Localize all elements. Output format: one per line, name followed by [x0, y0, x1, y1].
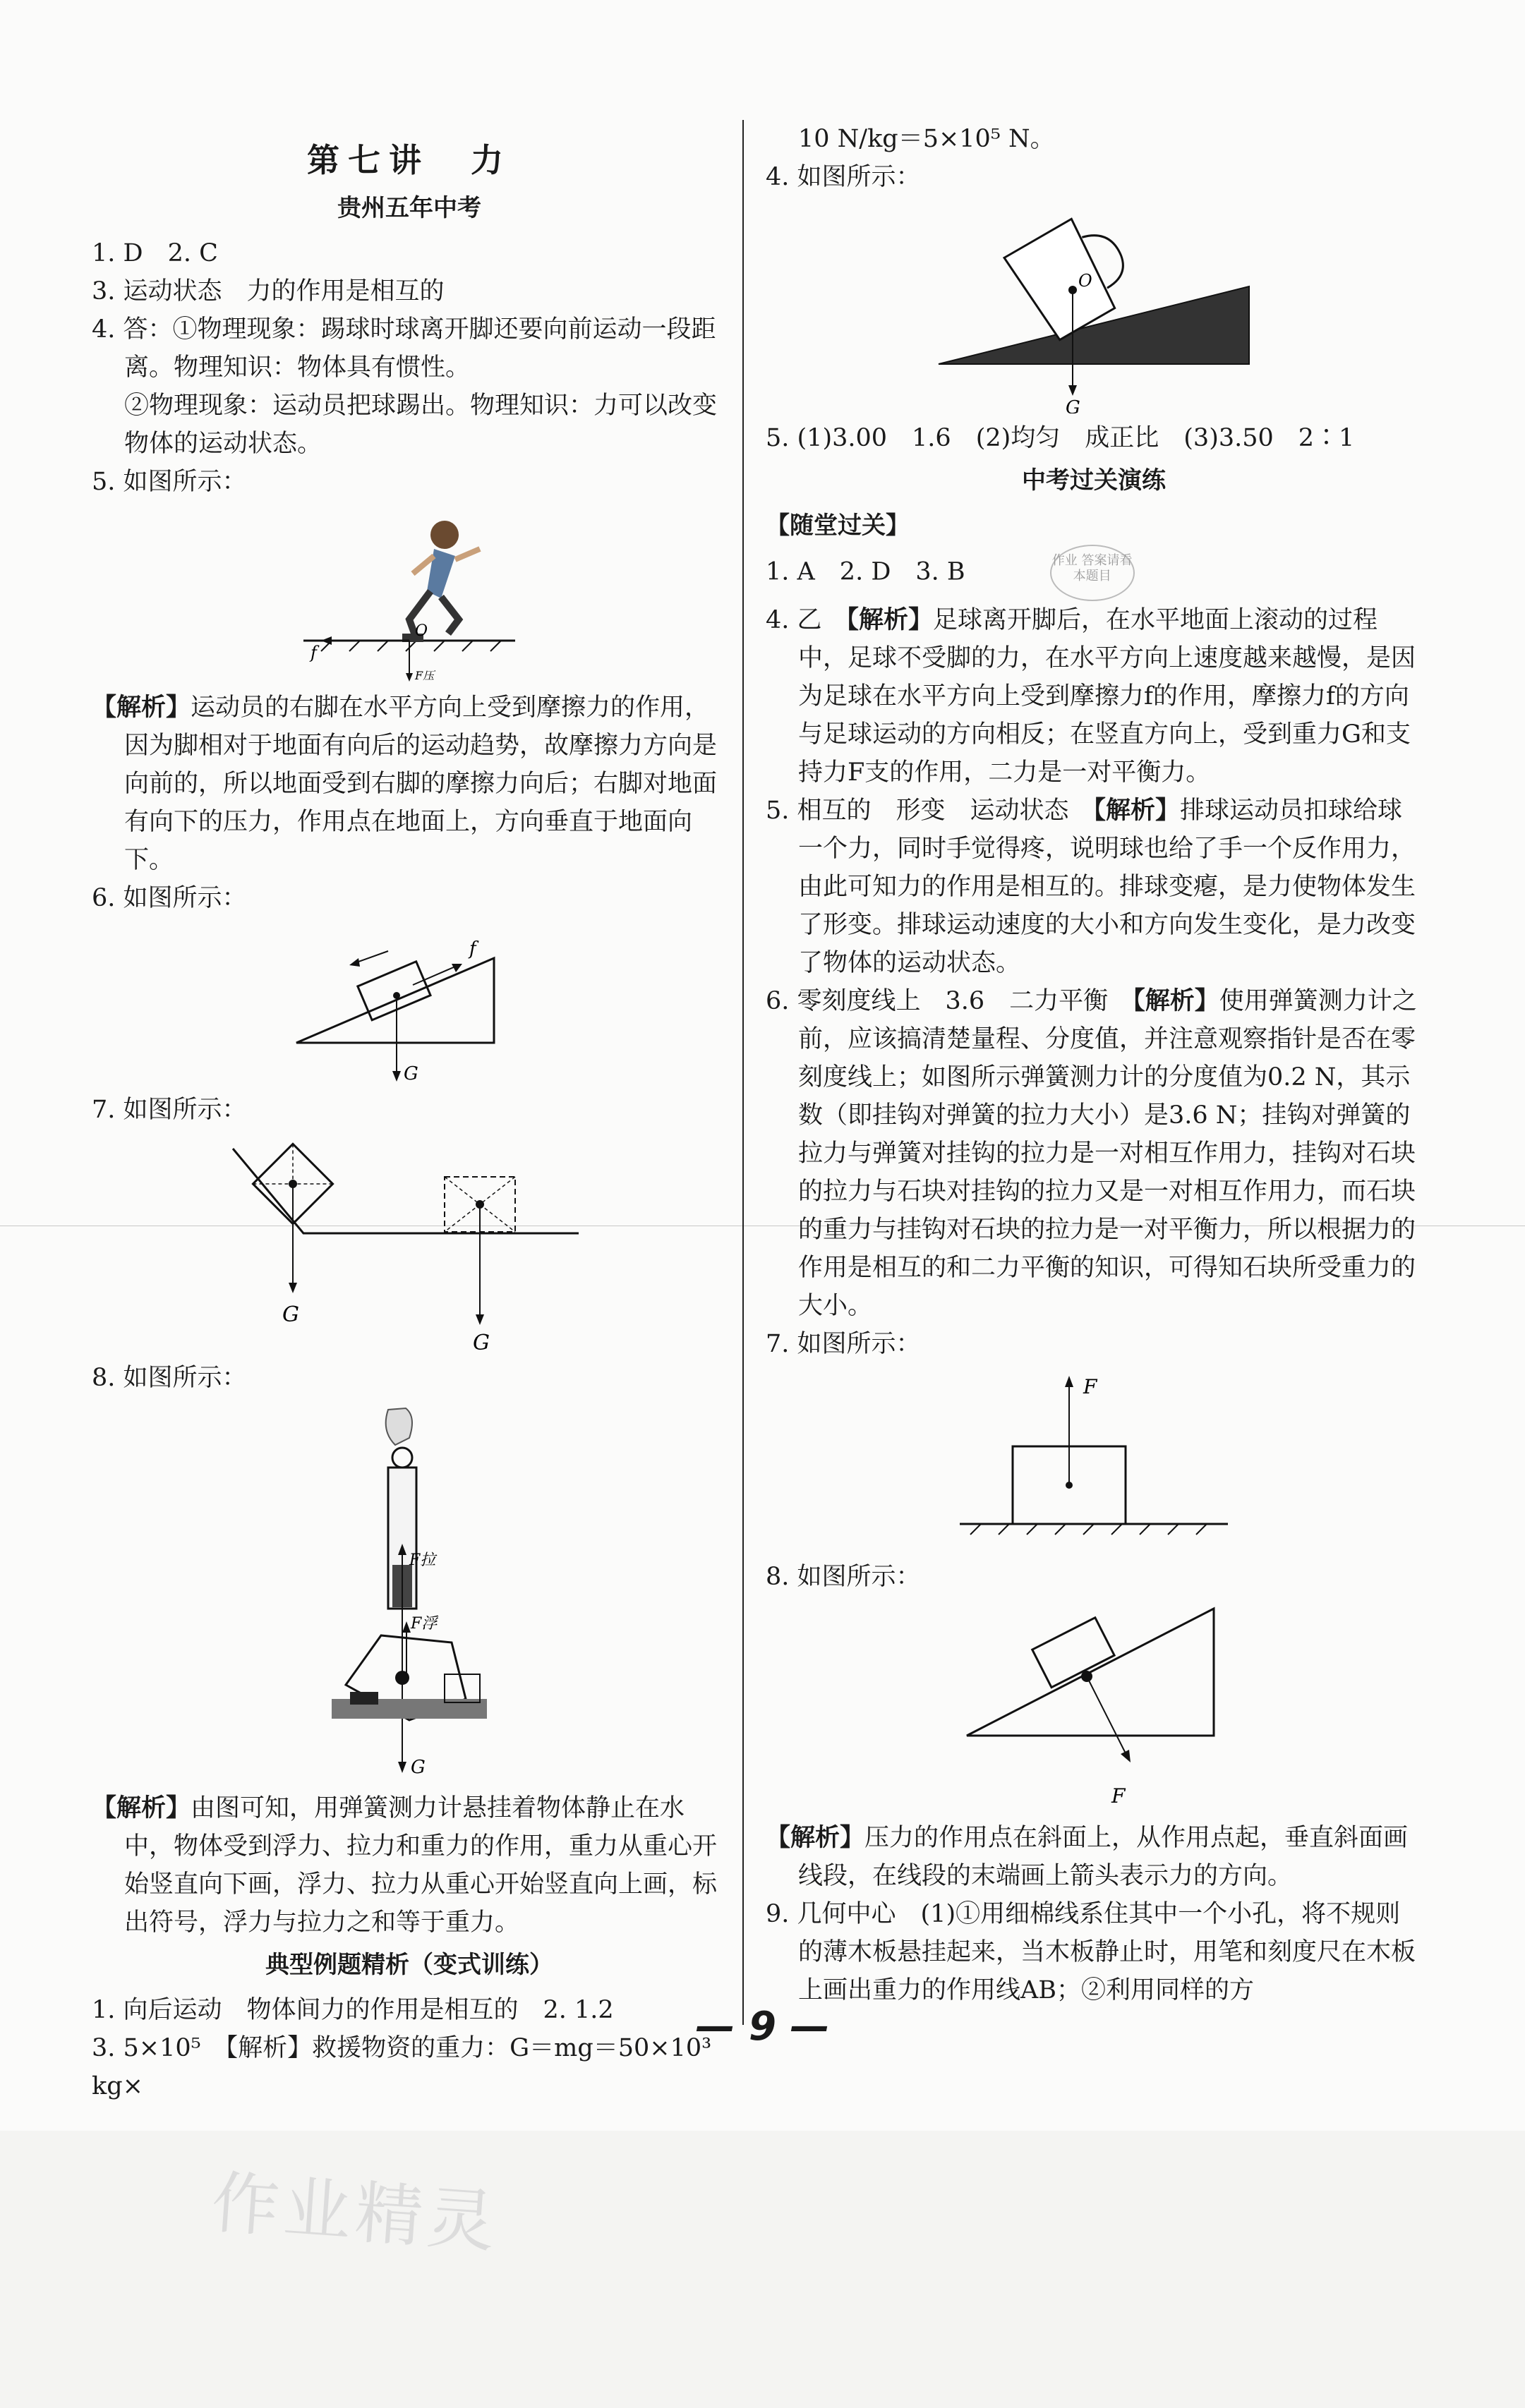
explanation-text: 排球运动员扣球给球一个力，同时手觉得疼，说明球也给了手一个反作用力，由此可知力的作用是相互的。排球变瘪，是力使物体发生了形变。排球运动速度的大小和方向发生变化，是力改变了物体的运动状态。	[798, 797, 1416, 977]
label-f: F	[1111, 1784, 1126, 1808]
stamp-mark: 作业 答案请看本题目	[1050, 545, 1135, 601]
jiexi-tag: 【解析】	[766, 1823, 865, 1852]
label-g2: G	[473, 1331, 490, 1353]
answer-lead: 6. 零刻度线上 3.6 二力平衡	[766, 987, 1133, 1015]
label-g: G	[1066, 397, 1080, 413]
answer-line: 4. 答：①物理现象：踢球时球离开脚还要向前运动一段距离。物理知识：物体具有惯性。	[92, 315, 716, 382]
section-heading-practice: 中考过关演练	[1022, 466, 1166, 495]
answer-line: 8. 如图所示：	[766, 1563, 921, 1591]
label-o: O	[1078, 271, 1092, 291]
figure-block-on-ground	[946, 1369, 1242, 1552]
explanation-text: 由图可知，用弹簧测力计悬挂着物体静止在水中，物体受到浮力、拉力和重力的作用，重力从重心开始竖直向下画，浮力、拉力从重心开始竖直向上画，标出符号，浮力与拉力之和等于重力。	[124, 1794, 718, 1937]
explanation-text: 足球离开脚后，在水平地面上滚动的过程中，足球不受脚的力，在水平方向上速度越来越慢，是因为足球在水平方向上受到摩擦力f的作用，摩擦力f的方向与足球运动的方向相反；在竖直方向上，受到重力G和支持力F支的作用，二力是一对平衡力。	[798, 606, 1416, 787]
figure-spring-scale	[303, 1403, 515, 1784]
subsection-heading: 【随堂过关】	[766, 512, 910, 540]
answer-line: 7. 如图所示：	[766, 1330, 921, 1358]
answer-line: 6. 如图所示：	[92, 884, 247, 912]
answer-line: 3. 运动状态 力的作用是相互的	[92, 277, 445, 305]
label-f: f	[469, 938, 476, 960]
answer-line: ②物理现象：运动员把球踢出。物理知识：力可以改变物体的运动状态。	[124, 392, 718, 458]
answer-lead: 4. 乙	[766, 606, 847, 634]
jiexi-tag: 【解析】	[92, 693, 191, 722]
jiexi-tag: 【解析】	[1133, 986, 1219, 1015]
answer-line: 7. 如图所示：	[92, 1096, 247, 1124]
explanation	[766, 1819, 1422, 1895]
jiexi-tag: 【解析】	[1093, 796, 1181, 825]
label-o: O	[415, 622, 428, 640]
explanation-text: 压力的作用点在斜面上，从作用点起，垂直斜面画线段，在线段的末端画上箭头表示力的方向。	[798, 1824, 1409, 1890]
label-fla: F拉	[409, 1551, 436, 1569]
left-column	[92, 120, 727, 2105]
explanation-text: 运动员的右脚在水平方向上受到摩擦力的作用，因为脚相对于地面有向后的运动趋势，故摩擦力方向是向前的，所以地面受到右脚的摩擦力向后；右脚对地面有向下的压力，作用点在地面上，方向垂直于地面向下。	[124, 694, 718, 874]
label-f: F	[1083, 1375, 1097, 1398]
answer-text: 1. A 2. D 3. B	[766, 557, 965, 586]
jiexi-tag: 【解析】	[92, 1793, 191, 1822]
figure-two-blocks	[226, 1135, 593, 1353]
answer-line: 1. 向后运动 物体间力的作用是相互的 2. 1.2	[92, 1996, 614, 2024]
watermark: 作业精灵	[209, 2162, 502, 2263]
explanation	[92, 689, 727, 879]
answer-line: 8. 如图所示：	[92, 1364, 247, 1392]
jiexi-tag: 【解析】	[846, 605, 934, 634]
figure-runner	[289, 507, 529, 683]
page-number: — 9 —	[695, 2004, 830, 2050]
answer-line: 5. (1)3.00 1.6 (2)均匀 成正比 (3)3.50 2∶1	[766, 424, 1355, 452]
answer-lead: 5. 相互的 形变 运动状态	[766, 797, 1094, 825]
answer-line: 1. D 2. C	[92, 239, 218, 267]
label-g: G	[404, 1063, 418, 1084]
label-ffu: F浮	[411, 1615, 438, 1633]
explanation	[92, 1789, 727, 1942]
answer-explanation	[766, 982, 1422, 1325]
explanation-text: 使用弹簧测力计之前，应该搞清楚量程、分度值，并注意观察指针是否在零刻度线上；如图所示弹簧测力计的分度值为0.2 N，其示数（即挂钩对弹簧的拉力大小）是3.6 N；挂钩对弹簧的拉力与弹簧对挂钩的拉力是一对相互作用力，挂钩对石块的拉力与石块对挂钩的拉力又是一对相互作用力，而石块的重力与挂钩对石块的拉力是一对平衡力，所以根据力的作用是相互的和二力平衡的知识，可得知石块所受重力的大小。	[798, 987, 1417, 1320]
label-f: f	[311, 643, 317, 662]
answer-line: 5. 如图所示：	[92, 468, 247, 496]
right-column	[766, 120, 1422, 2009]
label-g: G	[411, 1757, 426, 1778]
section-heading-examples: 典型例题精析（变式训练）	[265, 1951, 553, 1979]
answer-line: 3. 5×10⁵ 【解析】救援物资的重力：G＝mg＝50×10³ kg×	[92, 2034, 712, 2100]
answer-line: 10 N/kg＝5×10⁵ N。	[798, 125, 1055, 153]
figure-cup-on-incline	[924, 202, 1263, 413]
answer-explanation	[766, 792, 1422, 982]
section-heading-guizhou: 贵州五年中考	[337, 194, 481, 222]
answer-explanation	[766, 601, 1422, 792]
answer-line: 4. 如图所示：	[766, 163, 921, 191]
column-divider	[742, 120, 744, 2025]
figure-incline-block	[282, 923, 536, 1085]
page-title: 第七讲 力	[307, 141, 512, 179]
label-fn: F压	[415, 669, 435, 682]
answer-line: 9. 几何中心 (1)①用细棉线系住其中一个小孔，将不规则的薄木板悬挂起来，当木板静止时，用笔和刻度尺在木板上画出重力的作用线AB；②利用同样的方	[766, 1900, 1416, 2004]
answer-line	[766, 545, 1422, 601]
figure-block-on-slope-pressure	[939, 1602, 1249, 1813]
label-g1: G	[282, 1302, 299, 1327]
